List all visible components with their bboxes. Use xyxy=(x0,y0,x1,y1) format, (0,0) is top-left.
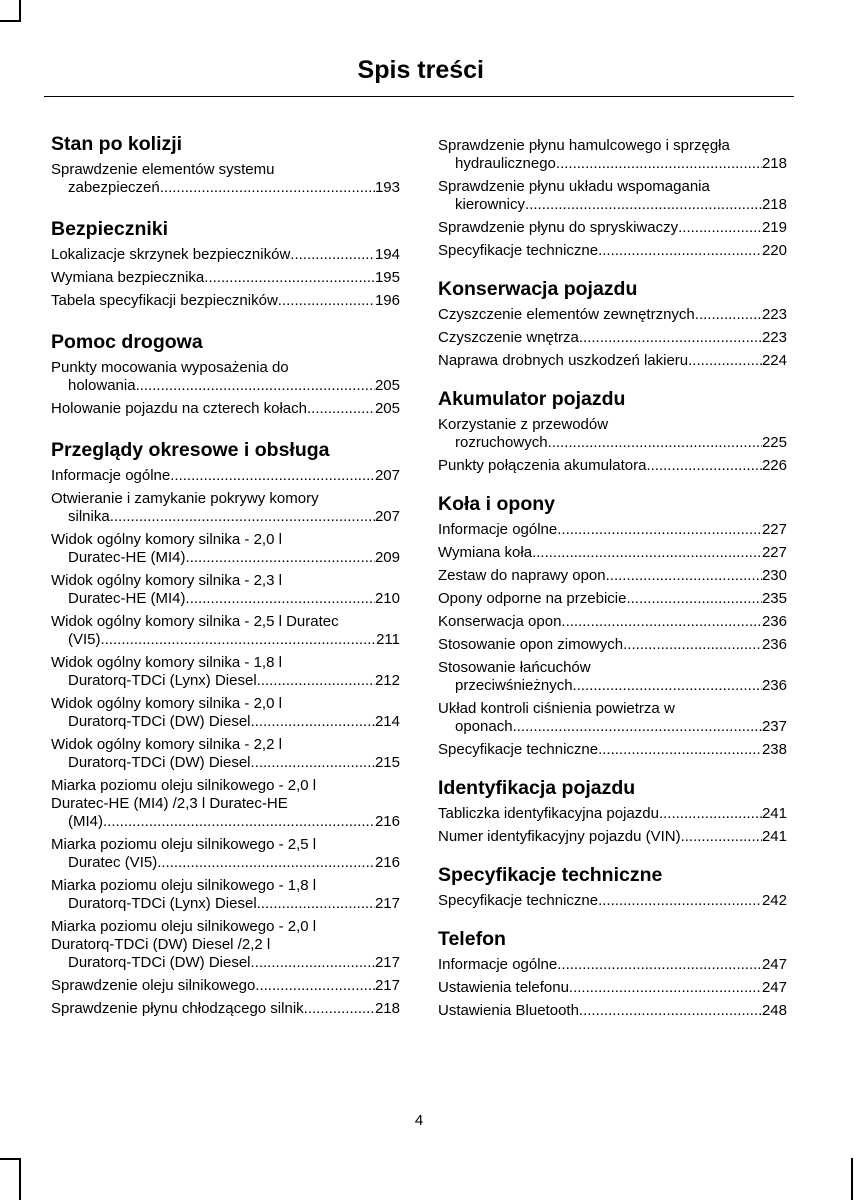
toc-section xyxy=(51,132,400,197)
dot-leader xyxy=(257,895,375,913)
section-heading: Akumulator pojazdu xyxy=(438,388,626,410)
toc-entry[interactable] xyxy=(438,590,787,608)
toc-entry[interactable] xyxy=(438,521,787,539)
entry-title-line: Stosowanie łańcuchów xyxy=(438,659,591,676)
entry-last-line xyxy=(51,179,400,197)
dot-leader xyxy=(101,631,377,649)
entry-title-line: Korzystanie z przewodów xyxy=(438,416,609,433)
entry-title-line: Ustawienia Bluetooth xyxy=(438,1002,579,1019)
entry-title-line: Konserwacja opon xyxy=(438,613,562,630)
toc-entry[interactable] xyxy=(51,777,400,831)
entry-page-number: 216 xyxy=(374,854,400,871)
dot-leader xyxy=(579,1002,762,1020)
toc-entry[interactable] xyxy=(51,877,400,913)
entry-page-number: 225 xyxy=(761,434,787,451)
entry-last-line xyxy=(438,979,787,997)
toc-section xyxy=(438,137,787,260)
entry-page-number: 224 xyxy=(761,352,787,369)
toc-entry[interactable] xyxy=(51,246,400,264)
entry-title-line: Holowanie pojazdu na czterech kołach xyxy=(51,400,307,417)
toc-entry[interactable] xyxy=(438,306,787,324)
entry-page-number: 237 xyxy=(761,718,787,735)
entry-page-number: 238 xyxy=(761,741,787,758)
toc-entry[interactable] xyxy=(438,613,787,631)
entry-page-number: 241 xyxy=(761,805,787,822)
entry-page-number: 216 xyxy=(374,813,400,830)
dot-leader xyxy=(532,544,762,562)
entry-title-line: (VI5) xyxy=(68,631,101,648)
entry-title-line: Duratec-HE (MI4) /2,3 l Duratec-HE xyxy=(51,795,288,812)
dot-leader xyxy=(251,754,375,772)
toc-entry[interactable] xyxy=(51,977,400,995)
entry-last-line xyxy=(438,677,787,695)
section-heading: Stan po kolizji xyxy=(51,133,183,155)
entry-page-number: 194 xyxy=(374,246,400,263)
toc-entry[interactable] xyxy=(51,918,400,972)
entry-page-number: 242 xyxy=(761,892,787,909)
dot-leader xyxy=(598,741,762,759)
toc-entry[interactable] xyxy=(438,242,787,260)
entry-title-line: Informacje ogólne xyxy=(438,956,558,973)
entry-last-line xyxy=(51,977,400,995)
entry-page-number: 209 xyxy=(374,549,400,566)
entry-page-number: 205 xyxy=(374,400,400,417)
entry-last-line xyxy=(438,457,787,475)
entry-title-line: Sprawdzenie płynu układu wspomagania xyxy=(438,178,710,195)
entry-title-line: Stosowanie opon zimowych xyxy=(438,636,624,653)
toc-entry[interactable] xyxy=(51,531,400,567)
dot-leader xyxy=(646,457,762,475)
toc-section xyxy=(438,492,787,759)
dot-leader xyxy=(160,179,375,197)
toc-column-right xyxy=(438,132,787,1020)
dot-leader xyxy=(569,979,762,997)
dot-leader xyxy=(548,434,762,452)
entry-title-line: Specyfikacje techniczne xyxy=(438,741,599,758)
entry-page-number: 215 xyxy=(374,754,400,771)
entry-last-line xyxy=(51,508,400,526)
entry-title-line: Lokalizacje skrzynek bezpieczników xyxy=(51,246,291,263)
entry-last-line xyxy=(51,631,400,649)
dot-leader xyxy=(556,155,762,173)
entry-page-number: 217 xyxy=(374,954,400,971)
entry-page-number: 212 xyxy=(374,672,400,689)
entry-last-line xyxy=(51,672,400,690)
toc-entry[interactable] xyxy=(438,352,787,370)
toc-entry[interactable] xyxy=(51,572,400,608)
toc-section xyxy=(51,217,400,310)
title-divider xyxy=(44,96,794,97)
entry-last-line xyxy=(51,467,400,485)
entry-last-line xyxy=(438,636,787,654)
dot-leader xyxy=(626,590,762,608)
dot-leader xyxy=(170,467,375,485)
toc-entry[interactable] xyxy=(51,736,400,772)
entry-title-line: Miarka poziomu oleju silnikowego - 1,8 l xyxy=(51,877,317,894)
entry-last-line xyxy=(51,713,400,731)
dot-leader xyxy=(561,613,762,631)
toc-column-left xyxy=(51,132,400,1018)
toc-entry[interactable] xyxy=(438,805,787,823)
toc-entry[interactable] xyxy=(438,137,787,173)
crop-mark-top-vertical xyxy=(19,0,21,22)
toc-entry[interactable] xyxy=(51,695,400,731)
entry-title-line: Układ kontroli ciśnienia powietrza w xyxy=(438,700,675,717)
toc-entry[interactable] xyxy=(51,836,400,872)
entry-title-line: Miarka poziomu oleju silnikowego - 2,0 l xyxy=(51,918,317,935)
entry-title-line: Duratorq-TDCi (DW) Diesel xyxy=(68,954,251,971)
toc-section xyxy=(438,776,787,846)
toc-section xyxy=(51,438,400,1018)
entry-last-line xyxy=(438,956,787,974)
entry-page-number: 210 xyxy=(374,590,400,607)
entry-page-number: 248 xyxy=(761,1002,787,1019)
entry-title-line: Opony odporne na przebicie xyxy=(438,590,627,607)
entry-page-number: 207 xyxy=(374,467,400,484)
entry-page-number: 193 xyxy=(374,179,400,196)
entry-title-line: Tabela specyfikacji bezpieczników xyxy=(51,292,278,309)
entry-title-line: Widok ogólny komory silnika - 2,5 l Duratec xyxy=(51,613,339,630)
crop-mark-top-horizontal xyxy=(0,20,21,22)
entry-last-line xyxy=(438,613,787,631)
dot-leader xyxy=(695,306,762,324)
section-heading: Identyfikacja pojazdu xyxy=(438,777,636,799)
toc-entry[interactable] xyxy=(438,457,787,475)
toc-entry[interactable] xyxy=(438,700,787,736)
entry-title-line: Sprawdzenie płynu hamulcowego i sprzęgła xyxy=(438,137,730,154)
dot-leader xyxy=(678,219,762,237)
dot-leader xyxy=(304,1000,375,1018)
entry-page-number: 227 xyxy=(761,544,787,561)
entry-title-line: hydraulicznego xyxy=(455,155,556,172)
entry-title-line: zabezpieczeń xyxy=(68,179,160,196)
entry-last-line xyxy=(438,521,787,539)
dot-leader xyxy=(557,956,762,974)
entry-page-number: 230 xyxy=(761,567,787,584)
dot-leader xyxy=(186,549,375,567)
entry-last-line xyxy=(438,1002,787,1020)
entry-title-line: Zestaw do naprawy opon xyxy=(438,567,606,584)
entry-last-line xyxy=(438,434,787,452)
entry-last-line xyxy=(51,854,400,872)
entry-title-line: (MI4) xyxy=(68,813,103,830)
entry-page-number: 236 xyxy=(761,636,787,653)
entry-title-line: Duratec-HE (MI4) xyxy=(68,549,186,566)
dot-leader xyxy=(598,892,762,910)
entry-page-number: 195 xyxy=(374,269,400,286)
dot-leader xyxy=(579,329,762,347)
entry-page-number: 241 xyxy=(761,828,787,845)
entry-last-line xyxy=(438,567,787,585)
toc-entry[interactable] xyxy=(438,219,787,237)
toc-entry[interactable] xyxy=(438,828,787,846)
toc-entry[interactable] xyxy=(438,659,787,695)
entry-title-line: Duratec (VI5) xyxy=(68,854,158,871)
entry-title-line: rozruchowych xyxy=(455,434,548,451)
toc-entry[interactable] xyxy=(51,269,400,287)
toc-section xyxy=(51,330,400,418)
entry-title-line: oponach xyxy=(455,718,513,735)
entry-title-line: Tabliczka identyfikacyjna pojazdu xyxy=(438,805,659,822)
entry-title-line: Czyszczenie wnętrza xyxy=(438,329,579,346)
entry-page-number: 214 xyxy=(374,713,400,730)
entry-last-line xyxy=(438,242,787,260)
dot-leader xyxy=(513,718,762,736)
entry-title-line: Duratorq-TDCi (DW) Diesel xyxy=(68,713,251,730)
entry-page-number: 218 xyxy=(761,196,787,213)
dot-leader xyxy=(307,400,375,418)
toc-section xyxy=(438,387,787,475)
entry-page-number: 227 xyxy=(761,521,787,538)
toc-entry[interactable] xyxy=(51,400,400,418)
toc-entry[interactable] xyxy=(438,178,787,214)
entry-title-line: Informacje ogólne xyxy=(438,521,558,538)
entry-title-line: Wymiana koła xyxy=(438,544,533,561)
entry-page-number: 218 xyxy=(374,1000,400,1017)
dot-leader xyxy=(251,954,375,972)
entry-page-number: 205 xyxy=(374,377,400,394)
entry-last-line xyxy=(438,196,787,214)
entry-last-line xyxy=(51,549,400,567)
toc-entry[interactable] xyxy=(438,544,787,562)
entry-page-number: 236 xyxy=(761,613,787,630)
entry-last-line xyxy=(51,813,400,831)
entry-title-line: Specyfikacje techniczne xyxy=(438,892,599,909)
page-number: 4 xyxy=(414,1112,424,1129)
entry-title-line: Widok ogólny komory silnika - 2,0 l xyxy=(51,531,282,548)
entry-title-line: Sprawdzenie elementów systemu xyxy=(51,161,275,178)
section-heading: Telefon xyxy=(438,928,506,950)
dot-leader xyxy=(557,521,762,539)
dot-leader xyxy=(278,292,375,310)
dot-leader xyxy=(103,813,375,831)
entry-page-number: 223 xyxy=(761,329,787,346)
entry-title-line: Sprawdzenie oleju silnikowego xyxy=(51,977,256,994)
entry-title-line: Widok ogólny komory silnika - 2,3 l xyxy=(51,572,282,589)
section-heading: Koła i opony xyxy=(438,493,555,515)
entry-title-line: Duratec-HE (MI4) xyxy=(68,590,186,607)
entry-title-line: Duratorq-TDCi (DW) Diesel xyxy=(68,754,251,771)
entry-title-line: Miarka poziomu oleju silnikowego - 2,5 l xyxy=(51,836,317,853)
dot-leader xyxy=(157,854,375,872)
entry-title-line: Widok ogólny komory silnika - 2,2 l xyxy=(51,736,282,753)
entry-last-line xyxy=(51,954,400,972)
toc-entry[interactable] xyxy=(51,161,400,197)
toc-entry[interactable] xyxy=(438,892,787,910)
entry-last-line xyxy=(51,590,400,608)
entry-last-line xyxy=(51,754,400,772)
entry-title-line: Specyfikacje techniczne xyxy=(438,242,599,259)
toc-entry[interactable] xyxy=(51,359,400,395)
section-heading: Pomoc drogowa xyxy=(51,331,203,353)
dot-leader xyxy=(110,508,375,526)
crop-mark-right-vertical xyxy=(851,1158,853,1200)
entry-title-line: Miarka poziomu oleju silnikowego - 2,0 l xyxy=(51,777,317,794)
section-heading: Specyfikacje techniczne xyxy=(438,864,663,886)
section-heading: Przeglądy okresowe i obsługa xyxy=(51,439,330,461)
entry-page-number: 226 xyxy=(761,457,787,474)
toc-entry[interactable] xyxy=(51,613,400,649)
entry-page-number: 219 xyxy=(761,219,787,236)
toc-entry[interactable] xyxy=(51,654,400,690)
entry-title-line: Punkty mocowania wyposażenia do xyxy=(51,359,289,376)
entry-title-line: holowania xyxy=(68,377,136,394)
entry-page-number: 223 xyxy=(761,306,787,323)
dot-leader xyxy=(688,352,762,370)
dot-leader xyxy=(573,677,762,695)
entry-page-number: 220 xyxy=(761,242,787,259)
entry-page-number: 211 xyxy=(376,631,400,648)
entry-title-line: Widok ogólny komory silnika - 2,0 l xyxy=(51,695,282,712)
entry-last-line xyxy=(51,269,400,287)
dot-leader xyxy=(255,977,375,995)
entry-title-line: Wymiana bezpiecznika xyxy=(51,269,205,286)
dot-leader xyxy=(606,567,762,585)
dot-leader xyxy=(681,828,762,846)
entry-title-line: Punkty połączenia akumulatora xyxy=(438,457,647,474)
entry-page-number: 217 xyxy=(374,895,400,912)
toc-section xyxy=(438,927,787,1020)
dot-leader xyxy=(186,590,375,608)
entry-title-line: Numer identyfikacyjny pojazdu (VIN) xyxy=(438,828,681,845)
entry-last-line xyxy=(438,329,787,347)
entry-last-line xyxy=(51,377,400,395)
toc-entry[interactable] xyxy=(438,567,787,585)
entry-last-line xyxy=(51,246,400,264)
toc-entry[interactable] xyxy=(438,416,787,452)
entry-title-line: silnika xyxy=(68,508,110,525)
dot-leader xyxy=(136,377,375,395)
crop-mark-bottom-vertical xyxy=(19,1158,21,1200)
entry-last-line xyxy=(438,892,787,910)
entry-title-line: Otwieranie i zamykanie pokrywy komory xyxy=(51,490,319,507)
section-heading: Bezpieczniki xyxy=(51,218,169,240)
entry-title-line: Naprawa drobnych uszkodzeń lakieru xyxy=(438,352,689,369)
section-heading: Konserwacja pojazdu xyxy=(438,278,638,300)
crop-mark-bottom-horizontal xyxy=(0,1158,21,1160)
entry-page-number: 218 xyxy=(761,155,787,172)
dot-leader xyxy=(251,713,375,731)
toc-entry[interactable] xyxy=(438,979,787,997)
toc-entry[interactable] xyxy=(438,1002,787,1020)
entry-last-line xyxy=(438,741,787,759)
toc-entry[interactable] xyxy=(438,956,787,974)
toc-entry[interactable] xyxy=(51,467,400,485)
toc-entry[interactable] xyxy=(438,329,787,347)
toc-entry[interactable] xyxy=(51,1000,400,1018)
entry-title-line: Ustawienia telefonu xyxy=(438,979,569,996)
entry-page-number: 247 xyxy=(761,956,787,973)
entry-title-line: Duratorq-TDCi (Lynx) Diesel xyxy=(68,672,257,689)
entry-page-number: 247 xyxy=(761,979,787,996)
entry-last-line xyxy=(51,895,400,913)
toc-entry[interactable] xyxy=(438,741,787,759)
entry-title-line: przeciwśnieżnych xyxy=(455,677,573,694)
entry-page-number: 236 xyxy=(761,677,787,694)
entry-last-line xyxy=(438,590,787,608)
dot-leader xyxy=(623,636,762,654)
entry-page-number: 217 xyxy=(374,977,400,994)
entry-title-line: Sprawdzenie płynu do spryskiwaczy xyxy=(438,219,679,236)
entry-page-number: 196 xyxy=(374,292,400,309)
toc-section xyxy=(438,863,787,910)
toc-entry[interactable] xyxy=(51,490,400,526)
page-title: Spis treści xyxy=(357,56,484,84)
entry-last-line xyxy=(51,292,400,310)
dot-leader xyxy=(204,269,375,287)
entry-last-line xyxy=(438,805,787,823)
entry-page-number: 207 xyxy=(374,508,400,525)
dot-leader xyxy=(598,242,762,260)
entry-title-line: kierownicy xyxy=(455,196,526,213)
entry-title-line: Widok ogólny komory silnika - 1,8 l xyxy=(51,654,282,671)
toc-entry[interactable] xyxy=(438,636,787,654)
entry-title-line: Sprawdzenie płynu chłodzącego silnik xyxy=(51,1000,304,1017)
entry-title-line: Informacje ogólne xyxy=(51,467,171,484)
entry-last-line xyxy=(438,219,787,237)
entry-last-line xyxy=(438,718,787,736)
dot-leader xyxy=(290,246,375,264)
dot-leader xyxy=(659,805,762,823)
entry-last-line xyxy=(438,828,787,846)
entry-title-line: Czyszczenie elementów zewnętrznych xyxy=(438,306,695,323)
entry-title-line: Duratorq-TDCi (Lynx) Diesel xyxy=(68,895,257,912)
entry-last-line xyxy=(438,155,787,173)
toc-section xyxy=(438,277,787,370)
entry-last-line xyxy=(438,306,787,324)
entry-last-line xyxy=(438,544,787,562)
entry-page-number: 235 xyxy=(761,590,787,607)
dot-leader xyxy=(525,196,762,214)
entry-last-line xyxy=(51,1000,400,1018)
entry-last-line xyxy=(51,400,400,418)
entry-title-line: Duratorq-TDCi (DW) Diesel /2,2 l xyxy=(51,936,271,953)
toc-entry[interactable] xyxy=(51,292,400,310)
dot-leader xyxy=(257,672,375,690)
entry-last-line xyxy=(438,352,787,370)
